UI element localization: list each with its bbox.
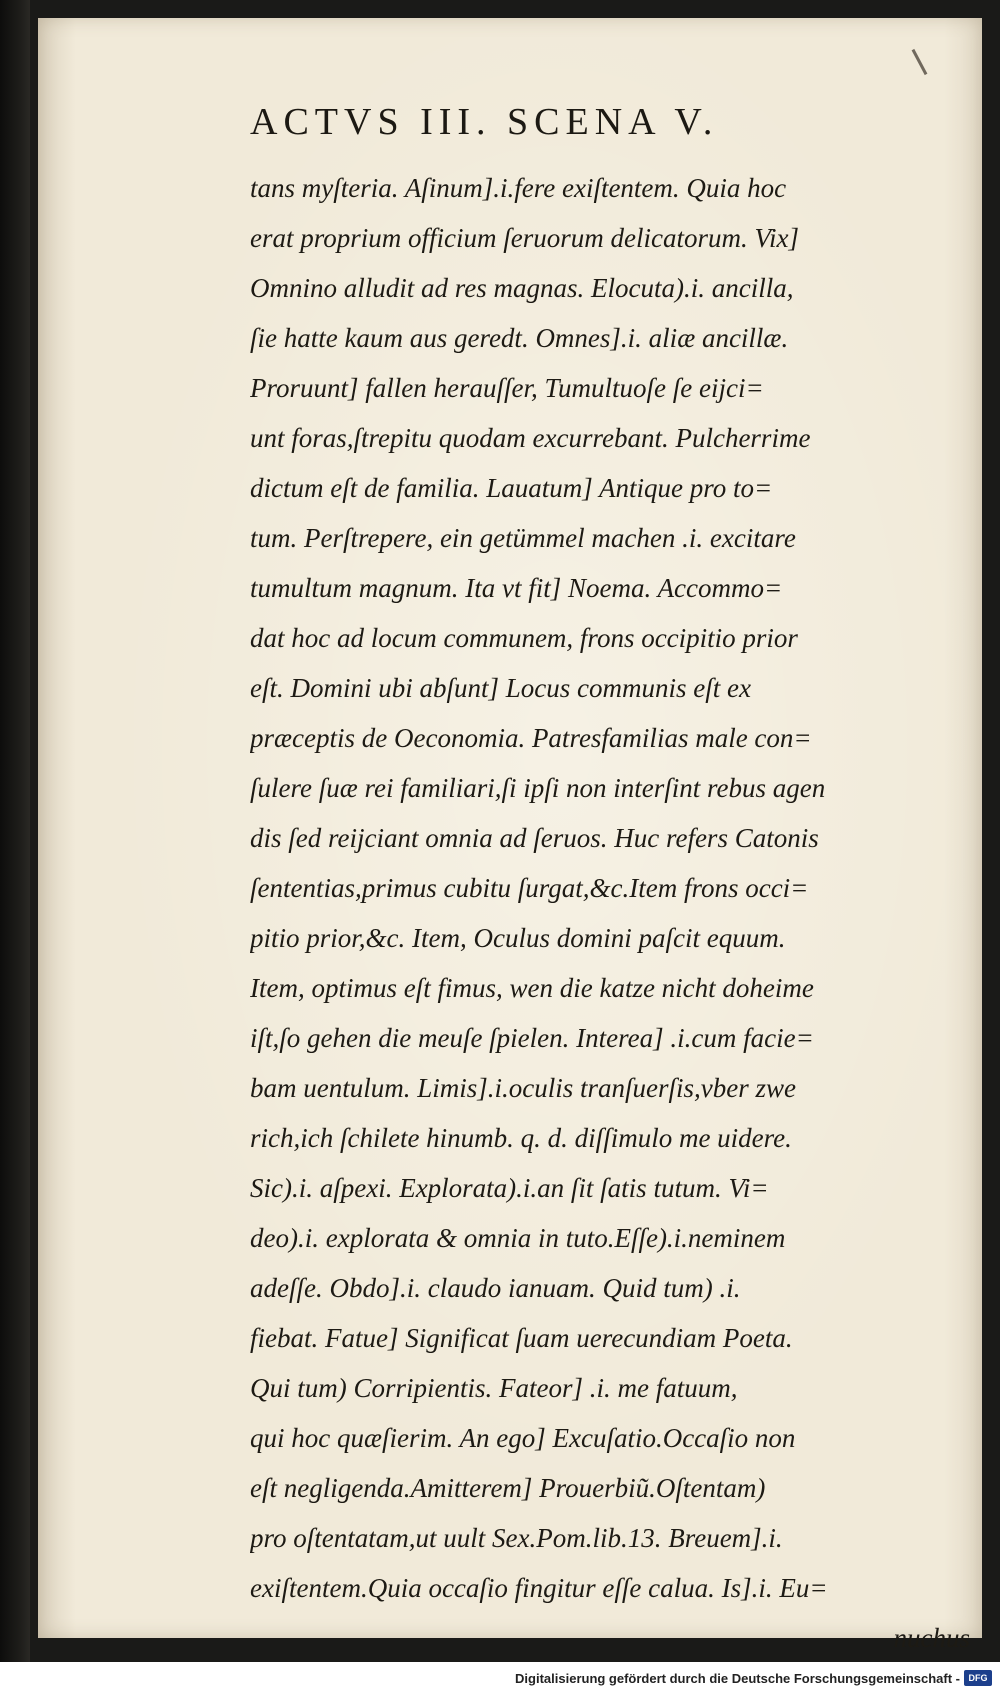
text-line: adeſſe. Obdo].i. claudo ianuam. Quid tum) .i. xyxy=(250,1273,741,1303)
text-line: ſie hatte kaum aus geredt. Omnes].i. aliæ ancillæ. xyxy=(250,323,789,353)
dfg-logo: DFG xyxy=(964,1670,992,1686)
text-line: fiebat. Fatue] Significat ſuam uerecundiam Poeta. xyxy=(250,1323,793,1353)
running-head: ACTVS III. SCENA V. xyxy=(250,101,719,143)
text-line: unt foras,ſtrepitu quodam excurrebant. Pulcherrime xyxy=(250,423,811,453)
text-line: præceptis de Oeconomia. Patresfamilias male con= xyxy=(250,723,812,753)
text-line: tans myſteria. Aſinum].i.fere exiſtentem. Quia hoc xyxy=(250,173,787,203)
text-line: iſt,ſo gehen die meuſe ſpielen. Interea] .i.cum facie= xyxy=(250,1023,814,1053)
text-line: dis ſed reijciant omnia ad ſeruos. Huc refers Catonis xyxy=(250,823,819,853)
text-line: Omnino alludit ad res magnas. Elocuta).i. ancilla, xyxy=(250,273,794,303)
commentary-text xyxy=(250,163,970,1663)
footer-bar xyxy=(0,1662,1000,1697)
book-edge xyxy=(0,0,30,1662)
text-line: Item, optimus eſt fimus, wen die katze nicht doheime xyxy=(250,973,814,1003)
text-line: eſt negligenda.Amitterem] Prouerbiũ.Oſtentam) xyxy=(250,1473,766,1503)
text-line: dictum eſt de familia. Lauatum] Antique pro to= xyxy=(250,473,773,503)
text-line: tum. Perſtrepere, ein getümmel machen .i. excitare xyxy=(250,523,796,553)
funding-credit: Digitalisierung gefördert durch die Deutsche Forschungsgemeinschaft - xyxy=(515,1671,960,1686)
text-line: tumultum magnum. Ita vt fit] Noema. Accommo= xyxy=(250,573,783,603)
text-line: qui hoc quæſierim. An ego] Excuſatio.Occaſio non xyxy=(250,1423,796,1453)
text-line: Qui tum) Corripientis. Fateor] .i. me fatuum, xyxy=(250,1373,738,1403)
text-line: eſt. Domini ubi abſunt] Locus communis eſt ex xyxy=(250,673,751,703)
text-line: exiſtentem.Quia occaſio fingitur eſſe calua. Is].i. Eu= xyxy=(250,1573,828,1603)
catchword: nuchus xyxy=(893,1623,970,1653)
text-line: Sic).i. aſpexi. Explorata).i.an ſit ſatis tutum. Vi= xyxy=(250,1173,769,1203)
ink-mark xyxy=(912,49,928,75)
text-line: pitio prior,&c. Item, Oculus domini paſcit equum. xyxy=(250,923,786,953)
text-line: ſententias,primus cubitu ſurgat,&c.Item frons occi= xyxy=(250,873,809,903)
text-line: erat proprium officium ſeruorum delicatorum. Vix] xyxy=(250,223,799,253)
text-line: rich,ich ſchilete hinumb. q. d. diſſimulo me uidere. xyxy=(250,1123,792,1153)
text-line: pro oſtentatam,ut uult Sex.Pom.lib.13. Breuem].i. xyxy=(250,1523,783,1553)
text-line: dat hoc ad locum communem, frons occipitio prior xyxy=(250,623,798,653)
text-line: deo).i. explorata & omnia in tuto.Eſſe).i.neminem xyxy=(250,1223,786,1253)
text-line: Proruunt] fallen herauſſer, Tumultuoſe ſe eijci= xyxy=(250,373,764,403)
text-line: ſulere ſuæ rei familiari,ſi ipſi non interſint rebus agen xyxy=(250,773,826,803)
text-line: bam uentulum. Limis].i.oculis tranſuerſis,vber zwe xyxy=(250,1073,796,1103)
